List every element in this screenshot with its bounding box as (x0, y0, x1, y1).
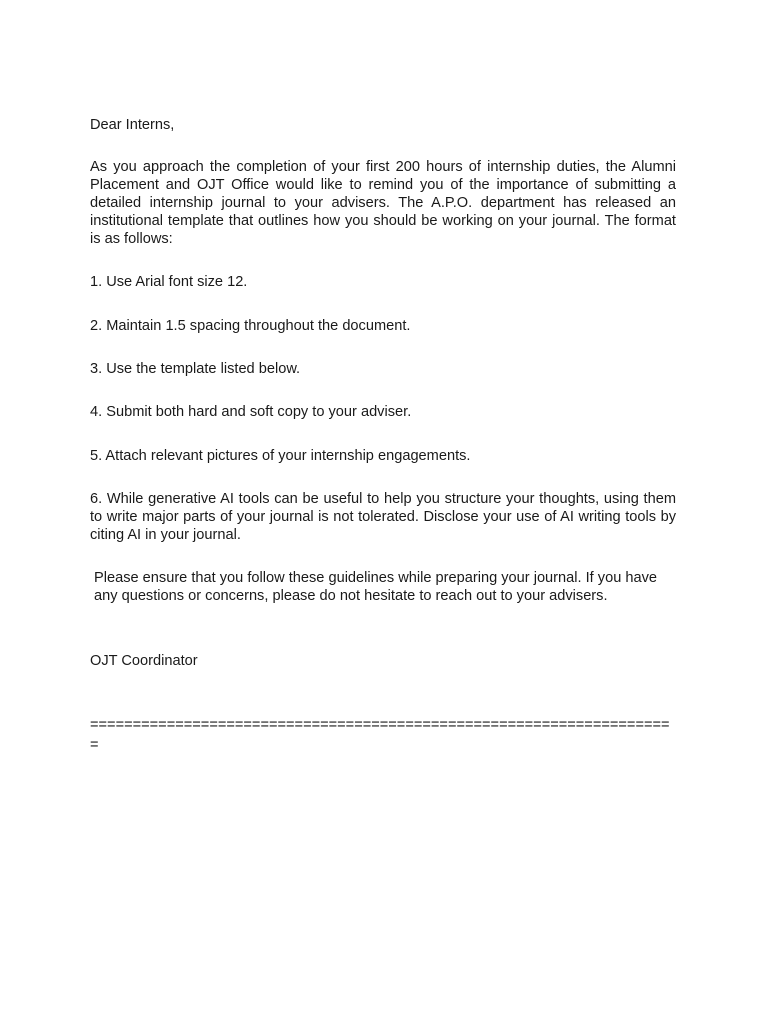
closing-paragraph: Please ensure that you follow these guidelines while preparing your journal. If you have any questions or concerns, please do not hesitate to reach out to your advisers. (94, 570, 658, 604)
intro-paragraph: As you approach the completion of your first 200 hours of internship duties, the Alumni Placement and OJT Office would like to remind you of the importance of submitting a detailed internship journal to your advisers. The A.P.O. department has released an institutional template that outlines how you should be working on your journal. The format is as follows: (90, 159, 676, 247)
signature: OJT Coordinator (90, 653, 198, 669)
list-item-2: 2. Maintain 1.5 spacing throughout the document. (90, 318, 411, 334)
salutation: Dear Interns, (90, 117, 175, 133)
separator-line-2: = (90, 737, 99, 753)
separator-line-1: ==================================================================== (90, 717, 670, 733)
list-item-5: 5. Attach relevant pictures of your internship engagements. (90, 448, 471, 464)
list-item-3: 3. Use the template listed below. (90, 361, 301, 377)
list-item-1: 1. Use Arial font size 12. (90, 274, 248, 290)
list-item-4: 4. Submit both hard and soft copy to your adviser. (90, 404, 412, 420)
list-item-6: 6. While generative AI tools can be useful to help you structure your thoughts, using them to write major parts of your journal is not tolerated. Disclose your use of AI writing tools by citing AI in your journal. (90, 491, 676, 543)
